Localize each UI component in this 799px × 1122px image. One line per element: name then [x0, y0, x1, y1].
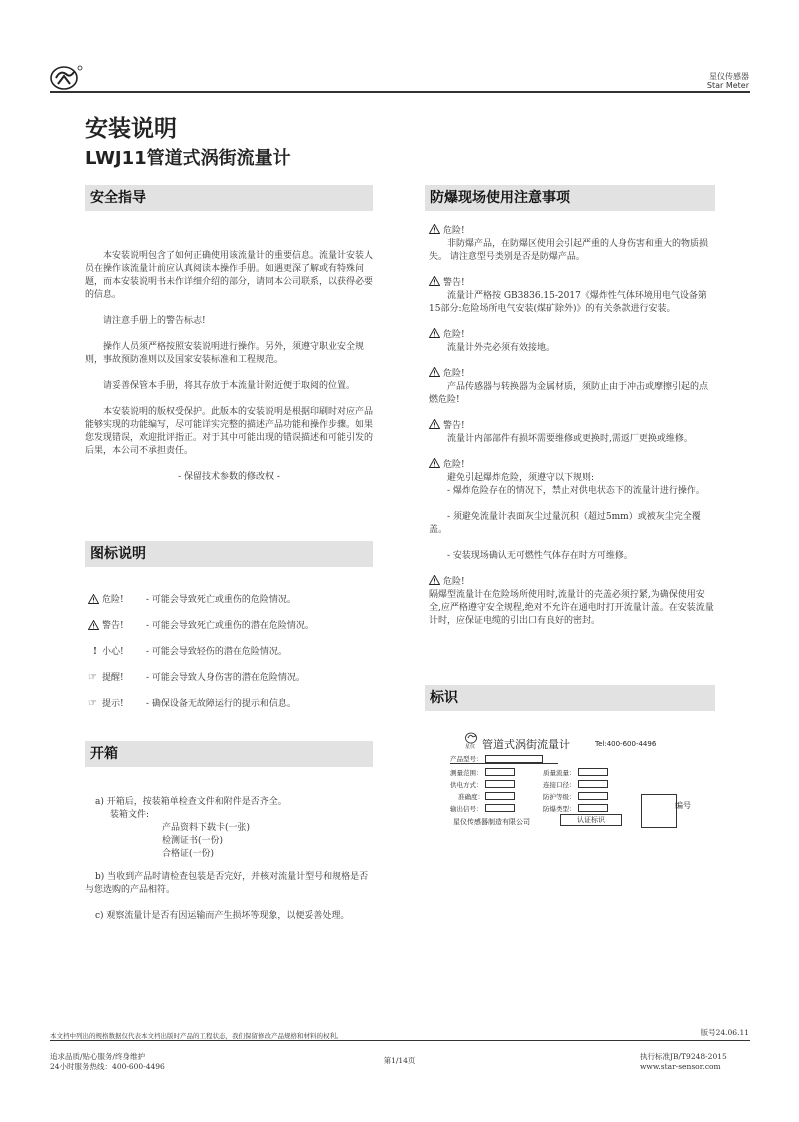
warning-triangle-icon: [429, 575, 440, 585]
explosion-item-label: 危险!: [443, 330, 465, 340]
certification-mark-box: 认证标识: [560, 814, 622, 826]
warning-triangle-icon: [429, 276, 440, 286]
icon-legend-label: 警告!: [102, 621, 124, 631]
explosion-item: [429, 224, 714, 264]
explosion-item-text: 流量计内部部件有损坏需要维修或更换时,需返厂更换或维修。: [447, 434, 693, 444]
nameplate-field-box: [578, 768, 608, 776]
footer-slogan: 追求品质/贴心服务/终身维护: [50, 1052, 146, 1061]
explosion-body: [429, 224, 714, 628]
explosion-spark-rules: [429, 458, 714, 563]
warning-triangle-icon: [88, 594, 99, 604]
explosion-item-text: 流量计外壳必须有效接地。: [447, 343, 556, 353]
explosion-rule: - 爆炸危险存在的情况下，禁止对供电状态下的流量计进行操作。: [447, 486, 705, 496]
section-heading-explosion: 防爆现场使用注意事项: [425, 185, 715, 211]
explosion-rule: - 安装现场确认无可燃性气体存在时方可维修。: [447, 551, 633, 561]
footer-divider: [50, 1040, 750, 1041]
footer-website: www.star-sensor.com: [640, 1062, 721, 1071]
explosion-rule-intro: 避免引起爆炸危险，须遵守以下规则:: [447, 473, 595, 483]
icon-legend-desc: - 确保设备无故障运行的提示和信息。: [146, 699, 296, 709]
icon-legend-tip: [88, 698, 378, 724]
explosion-item: [429, 367, 714, 407]
footer-right: [640, 1052, 760, 1072]
pointing-hand-icon: ☞: [88, 698, 97, 709]
page-subtitle: LWJ11管道式涡街流量计: [85, 148, 291, 169]
nameplate-field-label: 质量流量：: [543, 769, 576, 777]
nameplate-field-box: [578, 780, 608, 788]
icon-legend-label: 提示!: [102, 699, 124, 709]
unpack-step-a: a) 开箱后，按装箱单检查文件和附件是否齐全。: [95, 797, 287, 807]
footer-version: 版号24.06.11: [700, 1028, 749, 1037]
explosion-item-text: 产品传感器与转换器为金属材质，须防止由于冲击或摩擦引起的点燃危险!: [429, 382, 709, 405]
icon-legend-desc: - 可能会导致人身伤害的潜在危险情况。: [146, 673, 305, 683]
safety-body: [85, 250, 373, 484]
nameplate: [445, 728, 705, 838]
brand-name: [707, 72, 749, 90]
unpack-step-c: c) 观察流量计是否有因运输而产生损坏等现象，以便妥善处理。: [95, 911, 350, 921]
explosion-item-text: 非防爆产品，在防爆区使用会引起严重的人身伤害和重大的物质损失。 请注意型号类别是否是防爆产品。: [429, 239, 709, 262]
nameplate-field-box: [578, 804, 608, 812]
safety-note: - 保留技术参数的修改权 -: [178, 472, 280, 482]
section-heading-unpack: 开箱: [85, 741, 373, 767]
nameplate-field-box: [485, 768, 515, 776]
nameplate-field-label: 连接口径：: [543, 781, 576, 789]
unpack-files-label: 装箱文件:: [110, 810, 150, 820]
unpack-file-item: 合格证(一份): [162, 849, 215, 859]
header-divider: [50, 91, 750, 93]
serial-number-label: 编号: [675, 801, 691, 810]
safety-paragraph: 本安装说明包含了如何正确使用该流量计的重要信息。流量计安装人员在操作该流量计前应认真阅读本操作手册。如遇更深了解或有特殊问题，而本安装说明书未作详细介绍的部分，请同本公司联系，以获得必要的信息。: [85, 251, 374, 300]
warning-triangle-icon: [429, 419, 440, 429]
explosion-item-label: 警告!: [443, 421, 465, 431]
nameplate-field-label: 测量范围：: [450, 769, 483, 777]
icon-legend-danger: [88, 594, 378, 620]
nameplate-field-box: [485, 780, 515, 788]
explosion-item-label: 危险!: [443, 460, 465, 470]
section-heading-marking: 标识: [425, 685, 715, 711]
explosion-item-label: 危险!: [443, 226, 465, 236]
nameplate-tel: Tel:400-600-4496: [595, 740, 657, 748]
nameplate-field-box: [485, 804, 515, 812]
unpack-file-item: 检测证书(一份): [162, 836, 224, 846]
warning-triangle-icon: [429, 328, 440, 338]
company-logo: [50, 64, 84, 90]
nameplate-field-label: 防爆类型：: [543, 805, 576, 813]
pointing-hand-icon: ☞: [88, 672, 97, 683]
footer-disclaimer: 本文档中列出的规格数据仅代表本文档出版时产品的工程状态，我们保留修改产品规格和材料的权利。: [50, 1032, 343, 1040]
footer-standard: 执行标准JB/T9248-2015: [640, 1052, 727, 1061]
brand-en: Star Meter: [706, 81, 749, 90]
warning-triangle-icon: [429, 224, 440, 234]
nameplate-logo-text: 星仪: [465, 744, 476, 750]
safety-paragraph: 请注意手册上的警告标志!: [103, 316, 206, 326]
explosion-item-label: 危险!: [443, 369, 465, 379]
explosion-item: [429, 328, 714, 355]
nameplate-field-label: 供电方式：: [450, 781, 483, 789]
brand-cn: 星仪传感器: [709, 72, 749, 81]
safety-paragraph: 请妥善保管本手册，将其存放于本流量计附近便于取阅的位置。: [103, 381, 356, 391]
icon-legend-desc: - 可能会导致死亡或重伤的潜在危险情况。: [146, 621, 314, 631]
nameplate-field-box: [578, 792, 608, 800]
icon-legend-desc: - 可能会导致死亡或重伤的危险情况。: [146, 595, 296, 605]
unpack-file-item: 产品资料下载卡(一张): [162, 823, 251, 833]
explosion-item-label: 警告!: [443, 278, 465, 288]
safety-paragraph: 本安装说明的版权受保护。此版本的安装说明是根据印刷时对应产品能够实现的功能编写，尽可能详实完整的描述产品功能和操作步骤。如果您发现错误，欢迎批评指正。对于其中可能出现的错误描述和可能引发的后果，本公司不承担责任。: [85, 407, 374, 456]
nameplate-rule: [450, 763, 558, 764]
explosion-item-label: 危险!: [443, 577, 465, 587]
safety-paragraph: 操作人员须严格按照安装说明进行操作。另外，须遵守职业安全规则，事故预防准则以及国家安装标准和工程规范。: [85, 342, 365, 365]
page-number: 第1/14页: [383, 1056, 416, 1065]
page-title: 安装说明: [85, 116, 177, 142]
section-heading-safety: 安全指导: [85, 185, 373, 211]
explosion-item: [429, 276, 714, 316]
warning-triangle-icon: [88, 620, 99, 630]
icon-legend-warning: [88, 620, 378, 646]
unpack-step-b: b) 当收到产品时请检查包装是否完好，并核对流量计型号和规格是否与您选购的产品相符。: [85, 872, 369, 895]
explosion-item-text: 流量计严格按 GB3836.15-2017《爆炸性气体环境用电气设备第15部分:危险场所电气安装(煤矿除外)》的有关条款进行安装。: [429, 291, 707, 314]
warning-triangle-icon: [429, 458, 440, 468]
icon-legend-desc: - 可能会导致轻伤的潜在危险情况。: [146, 647, 287, 657]
nameplate-field-label: 防护等级：: [543, 793, 576, 801]
icon-legend-caution: [88, 646, 378, 672]
icon-legend-label: 小心!: [102, 647, 124, 657]
explosion-item: [429, 419, 714, 446]
nameplate-title: 管道式涡街流量计: [482, 738, 570, 751]
explosion-item: [429, 575, 714, 628]
unpack-body: [95, 796, 375, 861]
section-heading-icons: 图标说明: [85, 541, 373, 567]
warning-triangle-icon: [429, 367, 440, 377]
icon-legend-label: 危险!: [102, 595, 124, 605]
icon-legend-reminder: [88, 672, 378, 698]
footer-hotline: 24小时服务热线：400-600-4496: [50, 1062, 165, 1071]
nameplate-maker: 星仪传感器制造有限公司: [453, 818, 530, 826]
nameplate-field-box: [485, 792, 515, 800]
icon-legend-label: 提醒!: [102, 673, 124, 683]
nameplate-field-box: [485, 755, 543, 763]
exclamation-icon: !: [93, 647, 97, 657]
nameplate-field-label: 产品型号：: [450, 755, 483, 763]
nameplate-field-label: 准确度：: [458, 793, 484, 801]
icon-legend: [88, 594, 378, 724]
serial-number-box: [641, 794, 677, 828]
explosion-rule: - 须避免流量计表面灰尘过量沉积（超过5mm）或被灰尘完全覆盖。: [429, 512, 701, 535]
explosion-item-text: 隔爆型流量计在危险场所使用时,流量计的壳盖必须拧紧,为确保使用安全,应严格遵守安全规程,绝对不允许在通电时打开流量计盖。在安装流量计时，应保证电缆的引出口有良好的密封。: [429, 590, 714, 626]
nameplate-field-label: 输出信号：: [450, 805, 483, 813]
